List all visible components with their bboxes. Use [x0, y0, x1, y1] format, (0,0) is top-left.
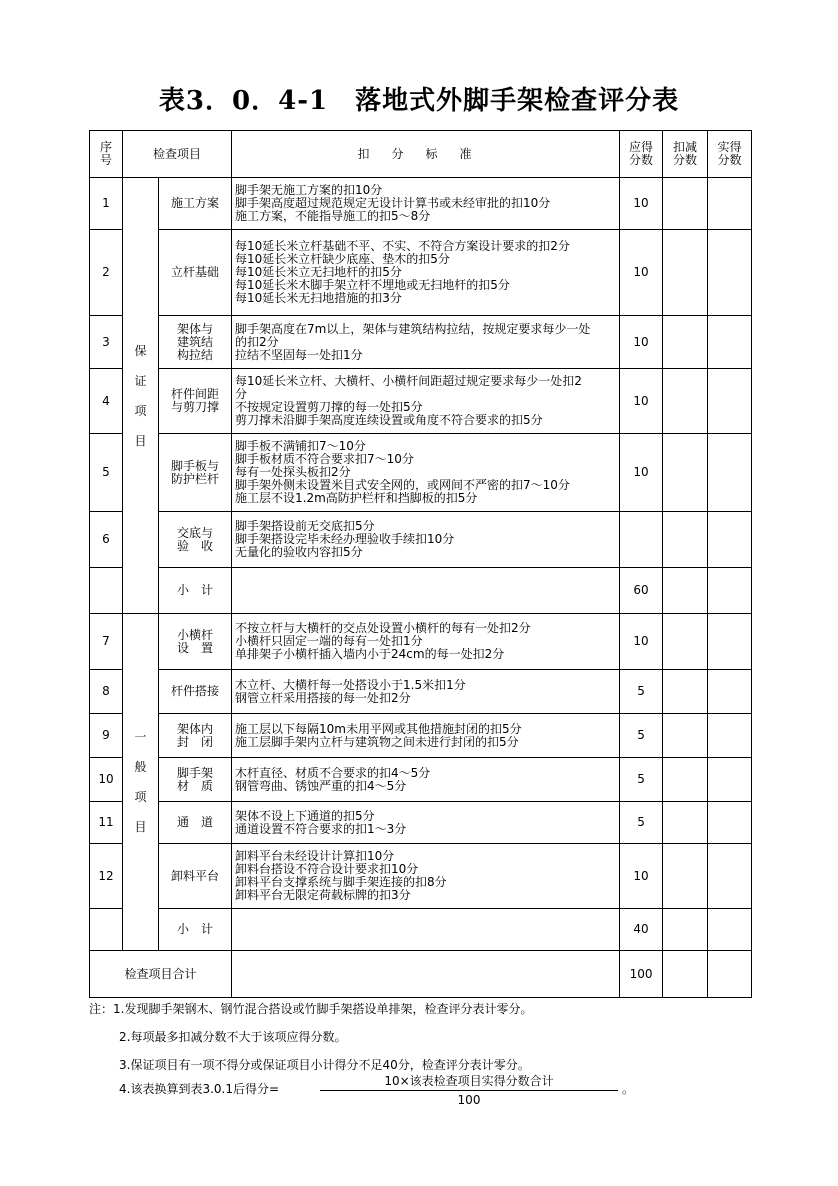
- row-item: [159, 568, 232, 614]
- row-item-line: 通 道: [177, 815, 214, 829]
- row-item-line: 架体内: [177, 721, 214, 736]
- row-item-line: 架体与: [177, 321, 214, 336]
- standard-line: 分: [235, 388, 248, 401]
- standard-line: 钢管立杆采用搭接的每一处扣2分: [235, 691, 411, 705]
- row-standard: [232, 614, 620, 670]
- table-row: [90, 670, 752, 714]
- row-actual-score[interactable]: [708, 434, 752, 512]
- row-actual-score[interactable]: [708, 512, 752, 568]
- group-guarantee-items: [123, 178, 159, 614]
- row-seq: [90, 909, 123, 951]
- row-deduct-score[interactable]: [663, 230, 708, 316]
- group-char: 项: [134, 790, 147, 804]
- standard-line: 无量化的验收内容扣5分: [235, 546, 363, 559]
- row-item: [159, 614, 232, 670]
- row-item: [159, 512, 232, 568]
- row-standard: [232, 802, 620, 844]
- row-deduct-score[interactable]: [663, 434, 708, 512]
- row-deduct-score[interactable]: [663, 670, 708, 714]
- table-row: [90, 614, 752, 670]
- row-item-line: 小横杆: [177, 627, 214, 642]
- standard-line: 施工层不设1.2m高防护栏杆和挡脚板的扣5分: [235, 492, 478, 505]
- standard-line: 卸料台搭设不符合设计要求扣10分: [235, 863, 419, 876]
- row-full-score: 10: [620, 369, 663, 434]
- total-full-score: 100: [620, 951, 663, 998]
- standard-line: 每10延长米立杆缺少底座、垫木的扣5分: [235, 253, 450, 266]
- standard-line: 卸料平台无限定荷载标牌的扣3分: [235, 889, 411, 902]
- row-standard: [232, 909, 620, 951]
- row-full-score: 10: [620, 434, 663, 512]
- row-item-line: 构拉结: [177, 347, 214, 362]
- row-actual-score[interactable]: [708, 369, 752, 434]
- row-item: [159, 369, 232, 434]
- row-actual-score[interactable]: [708, 568, 752, 614]
- row-actual-score[interactable]: [708, 844, 752, 909]
- standard-line: 脚手架搭设前无交底扣5分: [235, 520, 375, 533]
- row-item: [159, 714, 232, 758]
- row-seq: [90, 568, 123, 614]
- standard-line: 小横杆只固定一端的每有一处扣1分: [235, 635, 423, 648]
- group-general-items: [123, 614, 159, 951]
- standard-line: 剪刀撑未沿脚手架高度连续设置或角度不符合要求的扣5分: [235, 414, 543, 427]
- standard-line: 施工层脚手架内立杆与建筑物之间未进行封闭的扣5分: [235, 735, 519, 749]
- standard-line: 钢管弯曲、锈蚀严重的扣4～5分: [235, 779, 407, 793]
- formula-end: 。: [622, 1082, 635, 1096]
- row-standard: [232, 758, 620, 802]
- table-row: [90, 844, 752, 909]
- row-deduct-score[interactable]: [663, 802, 708, 844]
- row-standard: [232, 568, 620, 614]
- group-char: 项: [134, 403, 147, 418]
- row-item-line: 与剪刀撑: [171, 400, 220, 414]
- row-item-line: 施工方案: [171, 196, 220, 210]
- row-item-line: 防护栏杆: [171, 471, 220, 486]
- row-deduct-score[interactable]: [663, 512, 708, 568]
- row-item-line: 脚手板与: [171, 458, 220, 473]
- row-standard: [232, 434, 620, 512]
- total-row: [90, 951, 752, 998]
- row-item-line: 设 置: [177, 640, 214, 655]
- total-deduct-score[interactable]: [663, 951, 708, 998]
- standard-line: 脚手架无施工方案的扣10分: [235, 184, 383, 197]
- formula-denominator: 100: [457, 1093, 481, 1107]
- row-full-score: 5: [620, 714, 663, 758]
- row-full-score: 10: [620, 230, 663, 316]
- table-row: [90, 714, 752, 758]
- table-row: [90, 802, 752, 844]
- score-table: [89, 130, 752, 998]
- standard-line: 每有一处探头板扣2分: [235, 466, 351, 479]
- table-row: [90, 512, 752, 568]
- row-item-line: 材 质: [177, 778, 214, 793]
- standard-line: 每10延长米立杆、大横杆、小横杆间距超过规定要求每少一处扣2: [235, 375, 582, 388]
- row-standard: [232, 714, 620, 758]
- row-item: [159, 316, 232, 369]
- row-deduct-score[interactable]: [663, 178, 708, 230]
- standard-line: 不按立杆与大横杆的交点处设置小横杆的每有一处扣2分: [235, 622, 531, 635]
- table-row: [90, 178, 752, 230]
- row-seq: 2: [90, 230, 123, 316]
- note-2: 2.每项最多扣减分数不大于该项应得分数。: [119, 1030, 347, 1044]
- row-item: [159, 670, 232, 714]
- row-seq: 1: [90, 178, 123, 230]
- row-actual-score[interactable]: [708, 316, 752, 369]
- row-full-score: 10: [620, 844, 663, 909]
- row-standard: [232, 670, 620, 714]
- row-full-score: 40: [620, 909, 663, 951]
- row-actual-score[interactable]: [708, 178, 752, 230]
- row-item: [159, 434, 232, 512]
- group-char: 目: [134, 820, 147, 834]
- total-actual-score[interactable]: [708, 951, 752, 998]
- row-deduct-score[interactable]: [663, 714, 708, 758]
- standard-line: 脚手架外侧未设置米目式安全网的，或网间不严密的扣7～10分: [235, 479, 570, 492]
- header-row: [90, 131, 752, 178]
- standard-line: 木杆直径、材质不合要求的扣4～5分: [235, 766, 431, 780]
- standard-line: 木立杆、大横杆每一处搭设小于1.5米扣1分: [235, 678, 466, 692]
- row-standard: [232, 844, 620, 909]
- standard-line: 单排架子小横杆插入墙内小于24cm的每一处扣2分: [235, 648, 505, 661]
- standard-line: 不按规定设置剪刀撑的每一处扣5分: [235, 401, 423, 414]
- table-row: [90, 909, 752, 951]
- row-full-score: 5: [620, 802, 663, 844]
- row-full-score: [620, 512, 663, 568]
- standard-line: 每10延长米立无扫地杆的扣5分: [235, 266, 402, 279]
- standard-line: 的扣2分: [235, 335, 279, 349]
- standard-line: 脚手架搭设完毕未经办理验收手续扣10分: [235, 533, 455, 546]
- row-item: [159, 758, 232, 802]
- standard-line: 每10延长米立杆基础不平、不实、不符合方案设计要求的扣2分: [235, 240, 570, 253]
- row-deduct-score[interactable]: [663, 316, 708, 369]
- row-seq: 3: [90, 316, 123, 369]
- row-standard: [232, 178, 620, 230]
- row-deduct-score[interactable]: [663, 614, 708, 670]
- row-item-line: 立杆基础: [171, 265, 220, 279]
- header-deduct: 扣减 分数: [663, 131, 708, 178]
- standard-line: 通道设置不符合要求的扣1～3分: [235, 822, 407, 836]
- row-seq: 8: [90, 670, 123, 714]
- row-seq: 12: [90, 844, 123, 909]
- note-3: 3.保证项目有一项不得分或保证项目小计得分不足40分，检查评分表计零分。: [119, 1058, 530, 1072]
- row-full-score: 5: [620, 670, 663, 714]
- row-full-score: 60: [620, 568, 663, 614]
- group-char: 证: [134, 373, 147, 388]
- page-title: 表3．0．4-1 落地式外脚手架检查评分表: [158, 86, 680, 116]
- standard-line: 卸料平台未经设计计算扣10分: [235, 850, 395, 863]
- note-4: 4.该表换算到表3.0.1后得分=: [119, 1082, 280, 1096]
- row-seq: 4: [90, 369, 123, 434]
- standard-line: 脚手板不满铺扣7～10分: [235, 440, 366, 453]
- row-actual-score[interactable]: [708, 230, 752, 316]
- row-full-score: 5: [620, 758, 663, 802]
- row-seq: 9: [90, 714, 123, 758]
- row-seq: 5: [90, 434, 123, 512]
- row-actual-score[interactable]: [708, 714, 752, 758]
- row-actual-score[interactable]: [708, 614, 752, 670]
- row-standard: [232, 230, 620, 316]
- standard-line: 脚手架高度在7m以上，架体与建筑结构拉结，按规定要求每少一处: [235, 322, 591, 336]
- total-standard: [232, 951, 620, 998]
- table-row: [90, 316, 752, 369]
- row-deduct-score[interactable]: [663, 568, 708, 614]
- table-row: [90, 568, 752, 614]
- group-char: 目: [134, 433, 147, 448]
- row-item-line: 脚手架: [177, 765, 214, 780]
- row-deduct-score[interactable]: [663, 369, 708, 434]
- row-actual-score[interactable]: [708, 909, 752, 951]
- row-item-line: 封 闭: [177, 734, 214, 749]
- row-item-line: 杆件搭接: [171, 684, 220, 698]
- standard-line: 拉结不坚固每一处扣1分: [235, 348, 363, 362]
- formula-numerator: 10×该表检查项目实得分数合计: [320, 1072, 618, 1091]
- table-row: [90, 230, 752, 316]
- row-item: [159, 844, 232, 909]
- row-seq: 10: [90, 758, 123, 802]
- header-standard: 扣分标准: [232, 131, 620, 178]
- table-row: [90, 758, 752, 802]
- row-full-score: 10: [620, 614, 663, 670]
- row-item: [159, 802, 232, 844]
- row-actual-score[interactable]: [708, 670, 752, 714]
- note-1: 注：1.发现脚手架钢木、钢竹混合搭设或竹脚手架搭设单排架，检查评分表计零分。: [89, 1002, 533, 1016]
- row-seq: 7: [90, 614, 123, 670]
- row-actual-score[interactable]: [708, 802, 752, 844]
- standard-line: 每10延长米无扫地措施的扣3分: [235, 292, 402, 305]
- header-seq: 序 号: [90, 131, 123, 178]
- row-standard: [232, 369, 620, 434]
- row-item-line: 小 计: [177, 922, 214, 936]
- header-actual: 实得 分数: [708, 131, 752, 178]
- standard-line: 卸料平台支撑系统与脚手架连接的扣8分: [235, 876, 447, 889]
- group-char: 般: [134, 760, 147, 774]
- row-item-line: 交底与: [177, 525, 214, 540]
- row-deduct-score[interactable]: [663, 758, 708, 802]
- row-item-line: 建筑结: [177, 334, 214, 349]
- row-item-line: 杆件间距: [171, 387, 220, 401]
- row-actual-score[interactable]: [708, 758, 752, 802]
- standard-line: 施工方案，不能指导施工的扣5～8分: [235, 210, 431, 223]
- standard-line: 脚手板材质不符合要求扣7～10分: [235, 453, 414, 466]
- row-item-line: 小 计: [177, 583, 214, 597]
- row-standard: [232, 512, 620, 568]
- standard-line: 脚手架高度超过规范规定无设计计算书或未经审批的扣10分: [235, 197, 551, 210]
- header-full-score: 应得 分数: [620, 131, 663, 178]
- group-char: 一: [134, 730, 147, 744]
- row-full-score: 10: [620, 178, 663, 230]
- row-item-line: 验 收: [177, 538, 214, 553]
- standard-line: 施工层以下每隔10m未用平网或其他措施封闭的扣5分: [235, 722, 522, 736]
- standard-line: 每10延长米木脚手架立杆不埋地或无扫地杆的扣5分: [235, 279, 510, 292]
- total-label: 检查项目合计: [90, 951, 232, 998]
- row-item-line: 卸料平台: [171, 868, 220, 883]
- row-deduct-score[interactable]: [663, 844, 708, 909]
- group-char: 保: [134, 343, 147, 358]
- table-row: [90, 369, 752, 434]
- score-formula: [320, 1072, 618, 1107]
- table-row: [90, 434, 752, 512]
- row-deduct-score[interactable]: [663, 909, 708, 951]
- standard-line: 架体不设上下通道的扣5分: [235, 809, 375, 823]
- header-item: 检查项目: [123, 131, 232, 178]
- row-full-score: 10: [620, 316, 663, 369]
- row-standard: [232, 316, 620, 369]
- row-seq: 11: [90, 802, 123, 844]
- row-item: [159, 178, 232, 230]
- row-item: [159, 909, 232, 951]
- row-seq: 6: [90, 512, 123, 568]
- row-item: [159, 230, 232, 316]
